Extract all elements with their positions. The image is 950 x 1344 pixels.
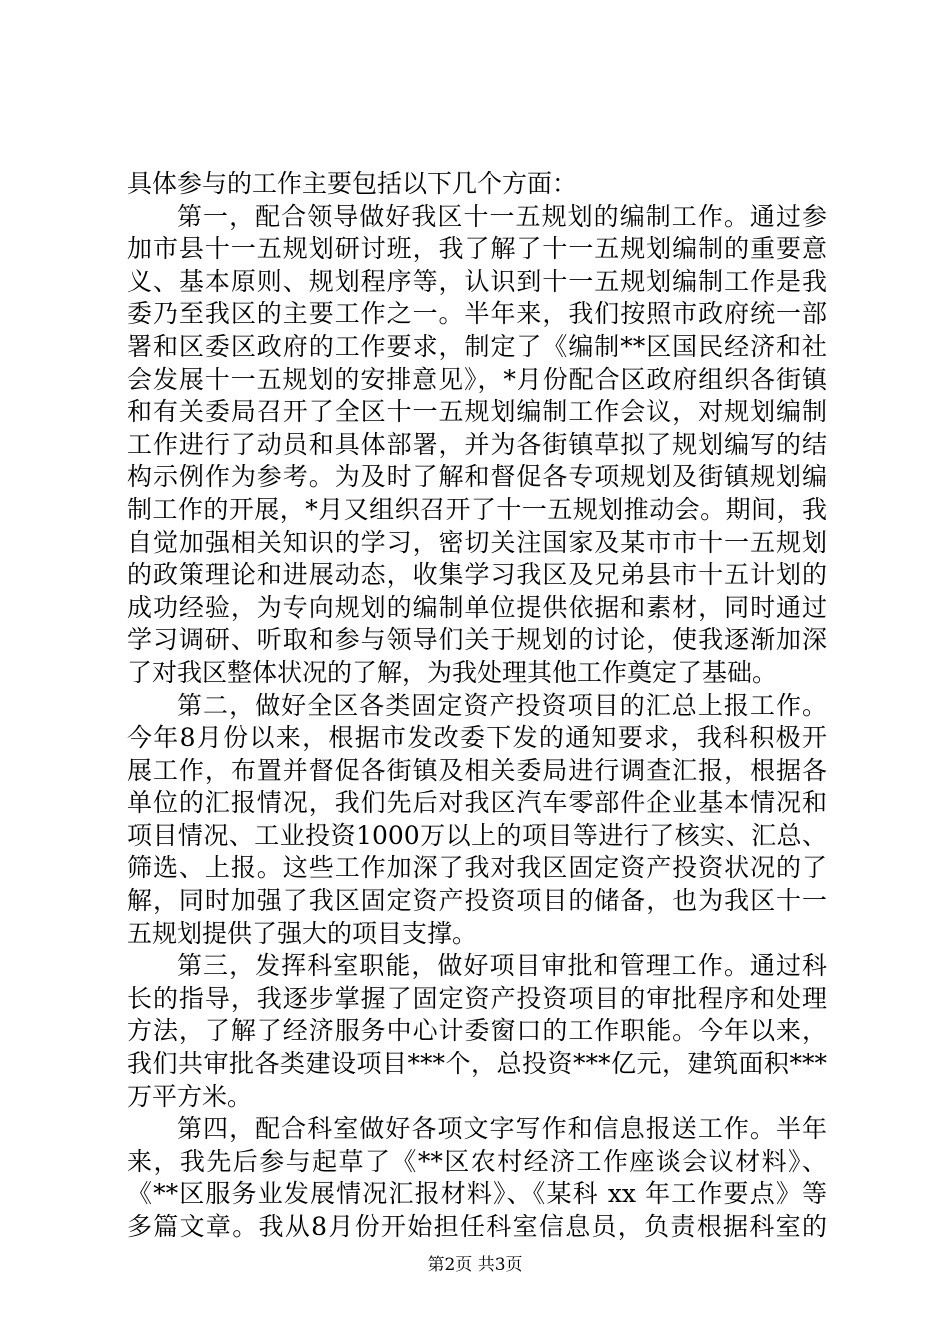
text-line: 解，同时加强了我区固定资产投资项目的储备，也为我区十一 xyxy=(127,886,827,916)
text-line: 《**区服务业发展情况汇报材料》、《某科 xx 年工作要点》等 xyxy=(127,1179,827,1209)
text-line: 了对我区整体状况的了解，为我处理其他工作奠定了基础。 xyxy=(127,657,778,687)
text-line: 单位的汇报情况，我们先后对我区汽车零部件企业基本情况和 xyxy=(127,788,827,818)
text-line: 工作进行了动员和具体部署，并为各街镇草拟了规划编写的结 xyxy=(127,429,827,459)
text-line: 成功经验，为专向规划的编制单位提供依据和素材，同时通过 xyxy=(127,592,827,622)
text-line: 万平方米。 xyxy=(127,1081,253,1111)
text-line: 多篇文章。我从8月份开始担任科室信息员，负责根据科室的 xyxy=(127,1212,827,1241)
text-line: 会发展十一五规划的安排意见》，*月份配合区政府组织各街镇 xyxy=(127,364,827,394)
text-line: 和有关委局召开了全区十一五规划编制工作会议，对规划编制 xyxy=(127,397,827,427)
text-line: 方法，了解了经济服务中心计委窗口的工作职能。今年以来， xyxy=(127,1016,827,1046)
text-line: 委乃至我区的主要工作之一。半年来，我们按照市政府统一部 xyxy=(127,299,827,329)
text-line: 筛选、上报。这些工作加深了我对我区固定资产投资状况的了 xyxy=(127,853,827,883)
text-line: 构示例作为参考。为及时了解和督促各专项规划及街镇规划编 xyxy=(127,462,827,492)
text-line: 署和区委区政府的工作要求，制定了《编制**区国民经济和社 xyxy=(127,331,827,361)
text-line: 第四，配合科室做好各项文字写作和信息报送工作。半年 xyxy=(177,1114,827,1144)
text-line: 的政策理论和进展动态，收集学习我区及兄弟县市十五计划的 xyxy=(127,560,827,590)
text-line: 具体参与的工作主要包括以下几个方面： xyxy=(127,169,578,198)
text-line: 五规划提供了强大的项目支撑。 xyxy=(127,918,478,948)
text-line: 学习调研、听取和参与领导们关于规划的讨论，使我逐渐加深 xyxy=(127,625,827,655)
text-line: 加市县十一五规划研讨班，我了解了十一五规划编制的重要意 xyxy=(127,234,827,264)
text-line: 我们共审批各类建设项目***个，总投资***亿元，建筑面积*** xyxy=(127,1049,827,1079)
text-line: 制工作的开展，*月又组织召开了十一五规划推动会。期间，我 xyxy=(127,494,827,524)
text-line: 项目情况、工业投资1000万以上的项目等进行了核实、汇总、 xyxy=(127,820,827,850)
text-line: 今年8月份以来，根据市发改委下发的通知要求，我科积极开 xyxy=(127,723,827,753)
page-footer xyxy=(0,1250,950,1275)
text-line: 长的指导，我逐步掌握了固定资产投资项目的审批程序和处理 xyxy=(127,983,827,1013)
text-line: 自觉加强相关知识的学习，密切关注国家及某市市十一五规划 xyxy=(127,527,827,557)
page-number: 第2页 共3页 xyxy=(427,1255,523,1275)
document-body xyxy=(127,168,827,1244)
text-line: 来，我先后参与起草了《**区农村经济工作座谈会议材料》、 xyxy=(127,1146,827,1176)
text-line: 第三，发挥科室职能，做好项目审批和管理工作。通过科 xyxy=(177,951,827,981)
text-line: 第一，配合领导做好我区十一五规划的编制工作。通过参 xyxy=(177,201,827,231)
text-line: 义、基本原则、规划程序等，认识到十一五规划编制工作是我 xyxy=(127,266,827,296)
text-line: 展工作，布置并督促各街镇及相关委局进行调查汇报，根据各 xyxy=(127,755,827,785)
text-line: 第二，做好全区各类固定资产投资项目的汇总上报工作。 xyxy=(177,690,827,720)
